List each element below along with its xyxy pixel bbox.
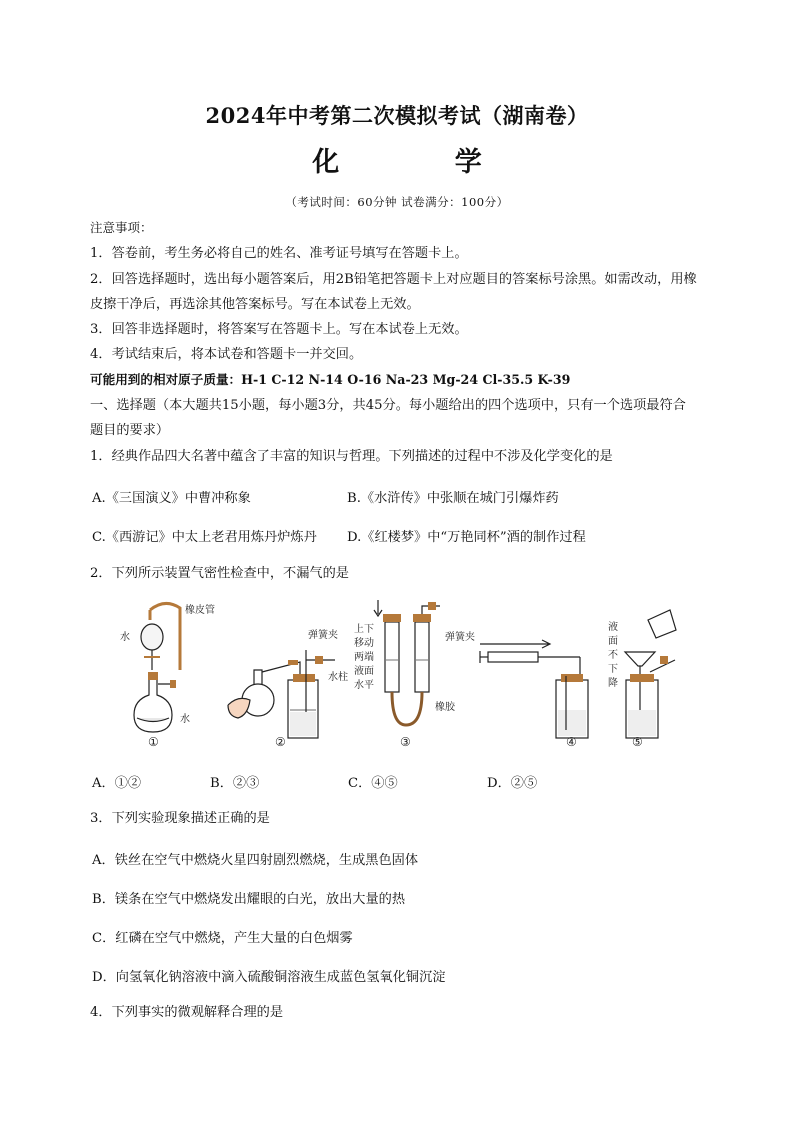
apparatus-2 <box>228 650 335 738</box>
q2-apparatus-figure <box>110 600 680 750</box>
notes-heading: 注意事项： <box>90 220 153 235</box>
label-rubber-tube: 橡皮管 <box>185 605 215 616</box>
label-updown-1: 上下 <box>354 624 374 635</box>
q1-stem: 1．经典作品四大名著中蕴含了丰富的知识与哲理。下列描述的过程中不涉及化学变化的是 <box>90 449 613 464</box>
q2-option-c: C．④⑤ <box>348 776 398 791</box>
label-n2: ② <box>275 735 286 749</box>
apparatus-1 <box>134 603 180 732</box>
label-spring-clip-2: 弹簧夹 <box>308 630 338 641</box>
q3-stem: 3．下列实验现象描述正确的是 <box>90 811 270 826</box>
q2-option-a: A．①② <box>92 776 142 791</box>
label-spring-clip-3: 弹簧夹 <box>445 632 475 643</box>
section1-heading: 一、选择题（本大题共15小题，每小题3分，共45分。每小题给出的四个选项中，只有一个选项最符合 <box>90 398 686 413</box>
q3-option-d: D．向氢氧化钠溶液中滴入硫酸铜溶液生成蓝色氢氧化铜沉淀 <box>92 970 446 985</box>
q3-option-b: B．镁条在空气中燃烧发出耀眼的白光，放出大量的热 <box>92 892 406 907</box>
label-no-drop-4: 下 <box>608 664 618 675</box>
q2-option-b: B．②③ <box>210 776 260 791</box>
subject-title <box>0 140 794 179</box>
note-item-2-cont: 皮擦干净后，再选涂其他答案标号。写在本试卷上无效。 <box>90 297 420 312</box>
q3-option-c: C．红磷在空气中燃烧，产生大量的白色烟雾 <box>92 931 353 946</box>
q1-option-b: B.《水浒传》中张顺在城门引爆炸药 <box>347 491 559 506</box>
apparatus-svg <box>110 600 680 750</box>
q1-option-d: D.《红楼梦》中“万艳同杯”酒的制作过程 <box>347 530 586 545</box>
q2-option-d: D．②⑤ <box>487 776 538 791</box>
exam-title: 2024年中考第二次模拟考试（湖南卷） <box>205 103 589 128</box>
label-water-column: 水柱 <box>328 672 348 683</box>
note-item-3: 3．回答非选择题时，将答案写在答题卡上。写在本试卷上无效。 <box>90 322 468 337</box>
label-no-drop-3: 不 <box>608 650 618 661</box>
label-updown-3: 两端 <box>354 652 374 663</box>
q3-option-a: A．铁丝在空气中燃烧火星四射剧烈燃烧，生成黑色固体 <box>92 853 419 868</box>
label-water-left: 水 <box>120 632 130 643</box>
q4-stem: 4．下列事实的微观解释合理的是 <box>90 1005 284 1020</box>
label-updown-5: 水平 <box>354 680 374 691</box>
label-no-drop-2: 面 <box>608 636 618 647</box>
q1-option-a: A.《三国演义》中曹冲称象 <box>92 491 251 506</box>
note-item-1: 1．答卷前，考生务必将自己的姓名、准考证号填写在答题卡上。 <box>90 246 468 261</box>
subject-text: 化 学 <box>312 147 520 178</box>
note-item-2: 2．回答选择题时，选出每小题答案后，用2B铅笔把答题卡上对应题目的答案标号涂黑。如需改动，用橡 <box>90 272 697 287</box>
apparatus-3 <box>374 600 440 725</box>
label-n5: ⑤ <box>632 735 643 749</box>
time-info: （考试时间：60分钟 试卷满分：100分） <box>285 195 509 209</box>
q2-stem: 2．下列所示装置气密性检查中，不漏气的是 <box>90 566 349 581</box>
label-updown-4: 液面 <box>354 666 374 677</box>
atomic-mass-line: 可能用到的相对原子质量：H-1 C-12 N-14 O-16 Na-23 Mg-24 Cl-35.5 K-39 <box>90 372 571 387</box>
label-water-bottom: 水 <box>180 714 190 725</box>
label-updown-2: 移动 <box>354 638 374 649</box>
q1-option-c: C.《西游记》中太上老君用炼丹炉炼丹 <box>92 530 317 545</box>
note-item-4: 4．考试结束后，将本试卷和答题卡一并交回。 <box>90 347 363 362</box>
apparatus-4 <box>480 640 588 738</box>
section1-heading-cont: 题目的要求） <box>90 423 170 438</box>
label-n3: ③ <box>400 735 411 749</box>
label-n1: ① <box>148 735 159 749</box>
label-rubber: 橡胶 <box>435 702 455 713</box>
label-n4: ④ <box>566 735 577 749</box>
label-no-drop-1: 液 <box>608 622 618 633</box>
apparatus-5 <box>625 610 676 738</box>
label-no-drop-5: 降 <box>608 678 618 689</box>
